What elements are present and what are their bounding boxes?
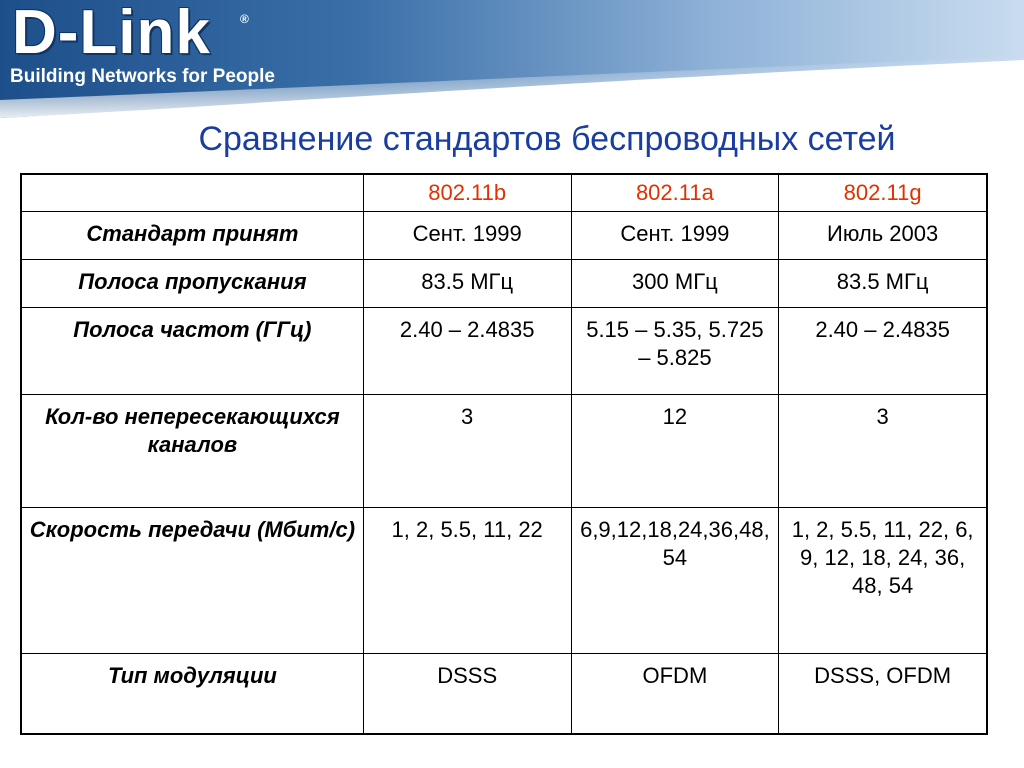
cell-bandwidth-802-11a: 300 МГц [571, 260, 779, 308]
table-header-row [21, 174, 987, 212]
row-label-adopted: Стандарт принят [21, 212, 363, 260]
table-row-modulation [21, 654, 987, 734]
table-corner-cell [21, 174, 363, 212]
row-label-frequency-band: Полоса частот (ГГц) [21, 308, 363, 395]
standards-comparison-table [20, 173, 988, 735]
column-header-802-11a: 802.11a [571, 174, 779, 212]
cell-adopted-802-11g: Июль 2003 [779, 212, 987, 260]
cell-adopted-802-11b: Сент. 1999 [363, 212, 571, 260]
cell-rate-802-11a: 6,9,12,18,24,36,48,54 [571, 508, 779, 654]
row-label-data-rate: Скорость передачи (Мбит/с) [21, 508, 363, 654]
table-row-data-rate [21, 508, 987, 654]
cell-frequency-802-11a: 5.15 – 5.35, 5.725 – 5.825 [571, 308, 779, 395]
cell-channels-802-11a: 12 [571, 395, 779, 508]
column-header-802-11b: 802.11b [363, 174, 571, 212]
row-label-channels: Кол-во непересекающихся каналов [21, 395, 363, 508]
cell-bandwidth-802-11g: 83.5 МГц [779, 260, 987, 308]
cell-modulation-802-11a: OFDM [571, 654, 779, 734]
registered-mark: ® [240, 12, 249, 26]
cell-bandwidth-802-11b: 83.5 МГц [363, 260, 571, 308]
header-banner [0, 0, 1024, 118]
dlink-logo: D-Link [12, 0, 211, 67]
row-label-bandwidth: Полоса пропускания [21, 260, 363, 308]
cell-channels-802-11g: 3 [779, 395, 987, 508]
cell-adopted-802-11a: Сент. 1999 [571, 212, 779, 260]
slide-title: Сравнение стандартов беспроводных сетей [198, 120, 896, 158]
table-row-frequency-band [21, 308, 987, 395]
cell-channels-802-11b: 3 [363, 395, 571, 508]
brand-tagline: Building Networks for People [10, 66, 275, 87]
cell-frequency-802-11b: 2.40 – 2.4835 [363, 308, 571, 395]
cell-modulation-802-11g: DSSS, OFDM [779, 654, 987, 734]
table-row-adopted [21, 212, 987, 260]
cell-rate-802-11g: 1, 2, 5.5, 11, 22, 6, 9, 12, 18, 24, 36, 48, 54 [779, 508, 987, 654]
cell-frequency-802-11g: 2.40 – 2.4835 [779, 308, 987, 395]
cell-rate-802-11b: 1, 2, 5.5, 11, 22 [363, 508, 571, 654]
column-header-802-11g: 802.11g [779, 174, 987, 212]
cell-modulation-802-11b: DSSS [363, 654, 571, 734]
row-label-modulation: Тип модуляции [21, 654, 363, 734]
table-row-channels [21, 395, 987, 508]
table-row-bandwidth [21, 260, 987, 308]
